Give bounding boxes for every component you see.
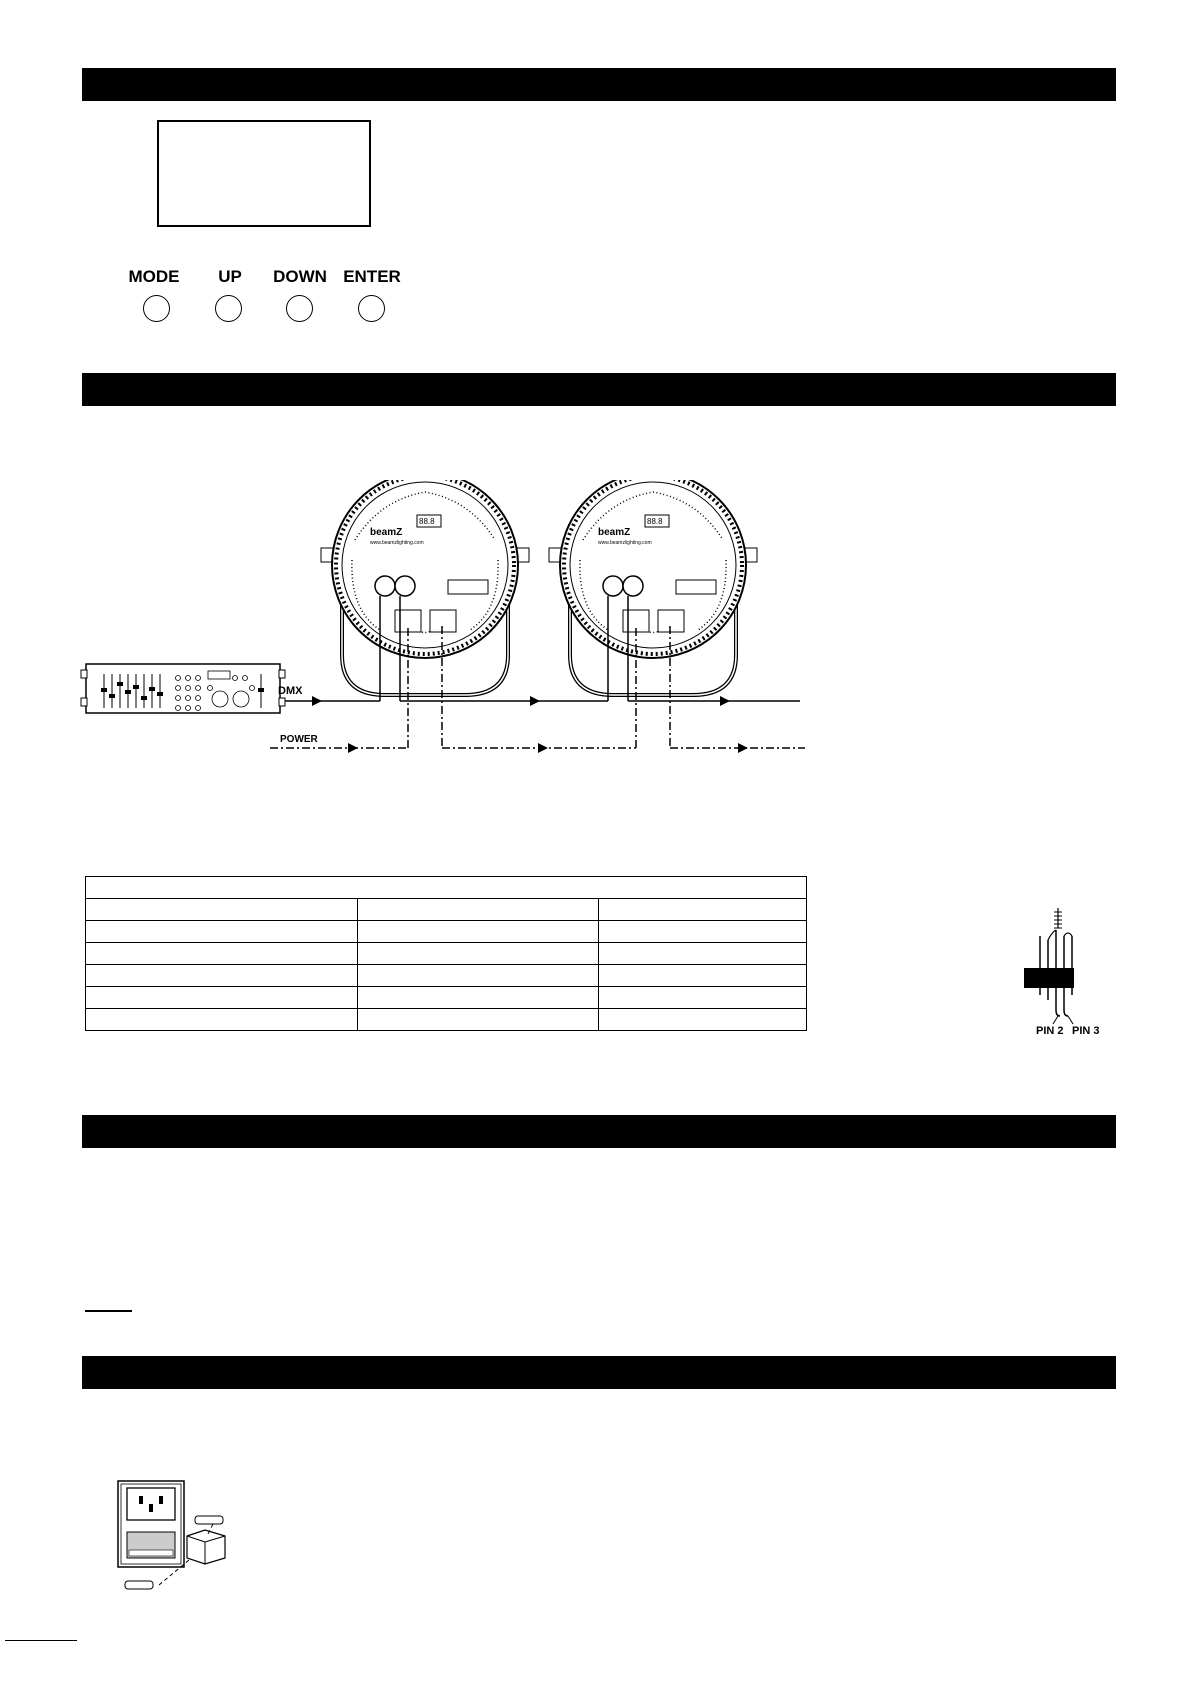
table-row [86,943,807,965]
section-header-bar [82,1356,1116,1389]
table-row [86,899,807,921]
brand-logo: beamZ [370,527,403,538]
terminator-pin-diagram [1010,900,1110,1040]
svg-text:88.8: 88.8 [647,517,663,526]
power-label: POWER [280,734,318,745]
section-header-bar [82,1115,1116,1148]
brand-url: www.beamzlighting.com [370,540,424,546]
table-row [86,1009,807,1031]
down-button[interactable] [286,295,313,322]
note-underline [85,1310,132,1312]
mode-button-label: MODE [128,267,180,286]
table-row [86,987,807,1009]
table-row [86,877,807,899]
section-header-bar [82,373,1116,406]
table-row [86,921,807,943]
dmx-wiring-diagram [80,480,820,770]
up-button-label: UP [218,267,242,286]
par-fixture-1 [321,480,529,695]
section-header-bar [82,68,1116,101]
svg-text:88.8: 88.8 [419,517,435,526]
display-window [157,120,371,227]
fuse-holder-diagram [115,1478,245,1603]
par-fixture-2 [549,480,757,695]
footer-rule [5,1640,77,1641]
pin3-label: PIN 3 [1072,1025,1100,1037]
brand-url: www.beamzlighting.com [598,540,652,546]
pin2-label: PIN 2 [1036,1025,1064,1037]
enter-button[interactable] [358,295,385,322]
dmx-controller [81,664,285,713]
mode-button[interactable] [143,295,170,322]
table-row [86,965,807,987]
up-button[interactable] [215,295,242,322]
dmx-address-table [85,876,807,1031]
enter-button-label: ENTER [343,267,401,286]
dmx-label: DMX [278,685,303,697]
down-button-label: DOWN [273,267,327,286]
brand-logo: beamZ [598,527,631,538]
